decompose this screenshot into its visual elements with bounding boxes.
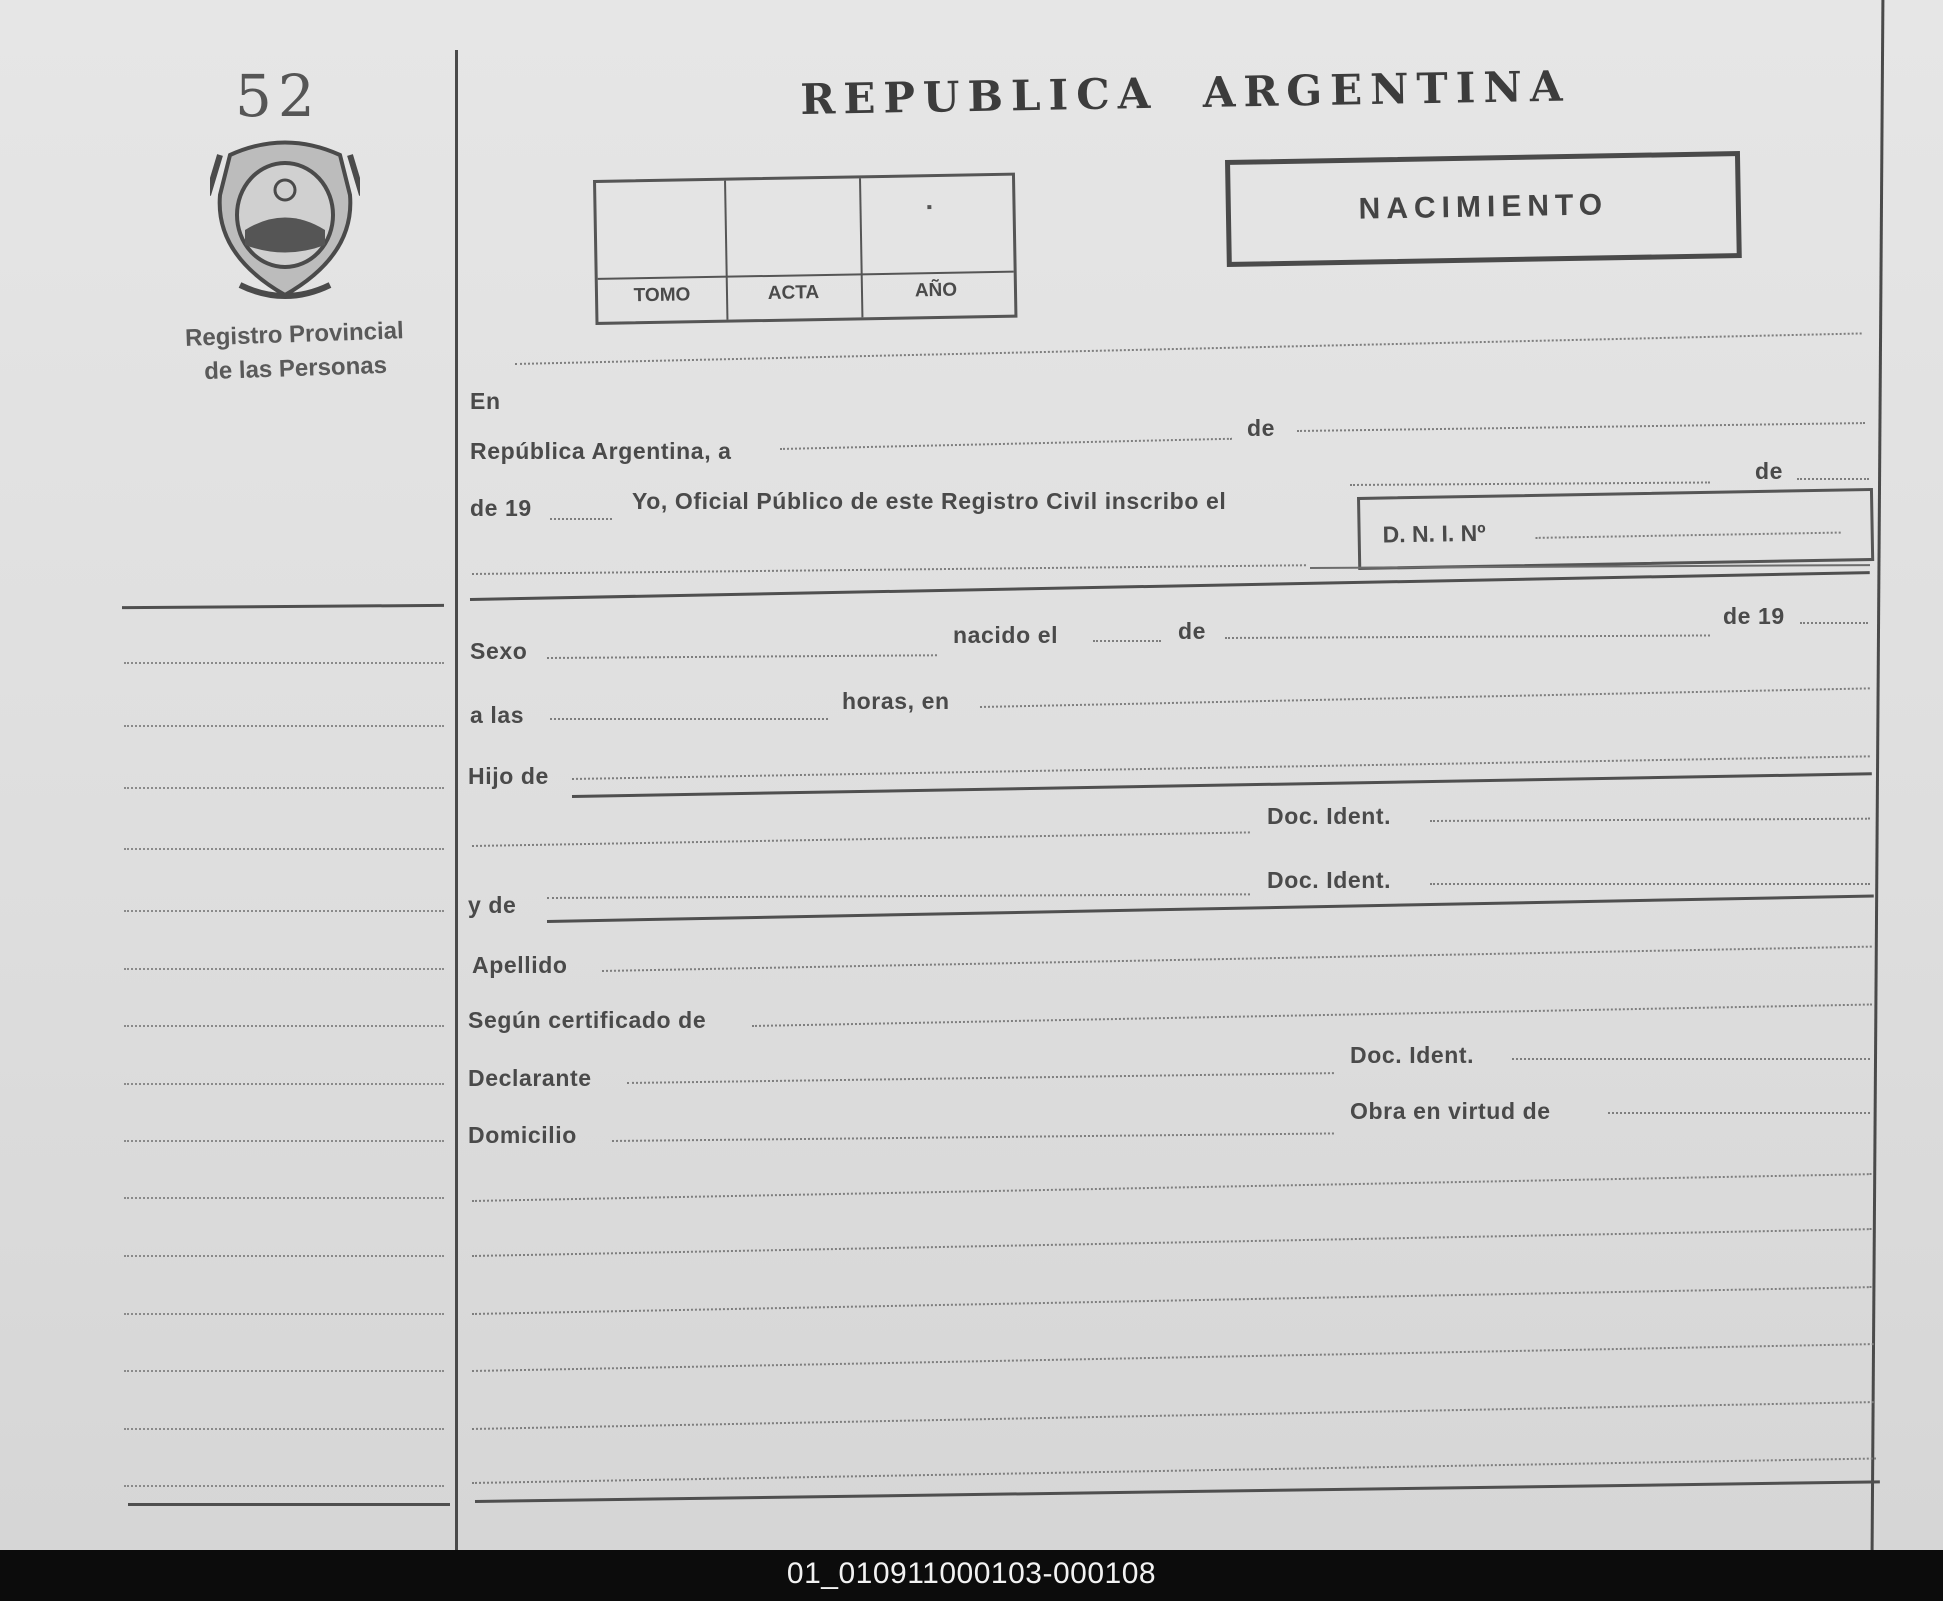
label-nacido-el: nacido el xyxy=(953,622,1059,648)
field-rule xyxy=(547,895,1874,923)
section-rule xyxy=(475,1480,1880,1503)
field-line xyxy=(602,946,1872,972)
margin-line xyxy=(124,968,444,970)
field-line xyxy=(472,1401,1874,1430)
margin-line xyxy=(124,1255,444,1257)
registry-name-line1: Registro Provincial xyxy=(184,317,405,352)
field-line xyxy=(780,438,1232,450)
margin-line xyxy=(124,1428,444,1430)
field-line xyxy=(1430,883,1870,885)
margin-rule xyxy=(122,604,444,609)
field-line xyxy=(550,518,612,520)
act-type-box xyxy=(1225,151,1742,267)
field-line xyxy=(627,1072,1334,1084)
field-line xyxy=(472,564,1306,575)
label-y-de: y de xyxy=(468,892,517,918)
act-type-label: NACIMIENTO xyxy=(1358,188,1609,226)
field-line xyxy=(980,687,1870,708)
page-number: 52 xyxy=(235,62,321,130)
label-apellido: Apellido xyxy=(472,952,568,978)
margin-line xyxy=(124,1025,444,1027)
label-a-las: a las xyxy=(470,702,525,728)
label-republica-a: República Argentina, a xyxy=(470,438,732,464)
label-obra-virtud: Obra en virtud de xyxy=(1350,1098,1551,1124)
field-line xyxy=(547,893,1250,899)
margin-rule xyxy=(128,1503,450,1506)
margin-line xyxy=(124,1140,444,1142)
field-line xyxy=(472,1343,1874,1372)
field-line xyxy=(550,718,828,720)
field-line xyxy=(752,1003,1872,1027)
field-line xyxy=(1297,422,1865,432)
column-divider xyxy=(455,50,458,1550)
provincial-seal-icon xyxy=(210,135,360,305)
label-de-19: de 19 xyxy=(1723,603,1785,629)
field-line xyxy=(612,1132,1334,1142)
label-yo-oficial: Yo, Oficial Público de este Registro Civil inscribo el xyxy=(632,488,1227,514)
anio-label: AÑO xyxy=(914,279,958,302)
margin-line xyxy=(124,1370,444,1372)
label-en: En xyxy=(470,388,501,414)
margin-line xyxy=(124,725,444,727)
margin-line xyxy=(124,1485,444,1487)
box-divider xyxy=(598,271,1014,280)
label-sexo: Sexo xyxy=(470,638,528,664)
field-line xyxy=(1430,818,1870,822)
label-de: de xyxy=(1755,458,1784,484)
label-de: de xyxy=(1178,618,1207,644)
label-declarante: Declarante xyxy=(468,1065,592,1091)
field-line xyxy=(1797,478,1869,480)
field-line xyxy=(1225,634,1710,639)
label-domicilio: Domicilio xyxy=(468,1122,577,1148)
margin-line xyxy=(124,787,444,789)
country-title: REPUBLICA ARGENTINA xyxy=(800,61,1571,124)
dni-field-line xyxy=(1536,532,1841,539)
label-de: de xyxy=(1247,415,1276,441)
field-line xyxy=(472,1173,1872,1202)
field-line xyxy=(472,1228,1872,1257)
acta-label: ACTA xyxy=(767,282,820,304)
label-segun-certificado: Según certificado de xyxy=(468,1007,707,1033)
field-line xyxy=(1608,1112,1870,1114)
section-rule xyxy=(470,571,1870,601)
field-line xyxy=(547,654,937,659)
margin-line xyxy=(124,1313,444,1315)
field-line xyxy=(1350,481,1710,486)
field-line xyxy=(1093,640,1161,642)
field-line xyxy=(472,831,1250,847)
image-id-footer: 01_010911000103-000108 xyxy=(0,1550,1943,1601)
registry-name-line2: de las Personas xyxy=(203,351,388,386)
dni-label: D. N. I. Nº xyxy=(1382,519,1486,548)
margin-line xyxy=(124,662,444,664)
margin-line xyxy=(124,1083,444,1085)
margin-line xyxy=(124,910,444,912)
registry-name xyxy=(149,313,441,391)
label-hijo-de: Hijo de xyxy=(468,763,549,789)
field-line xyxy=(472,1457,1876,1484)
dni-box xyxy=(1357,488,1874,570)
field-line xyxy=(515,332,1862,365)
tomo-label: TOMO xyxy=(633,284,691,307)
label-de-19: de 19 xyxy=(470,495,532,521)
field-line xyxy=(1512,1058,1870,1060)
label-doc-ident: Doc. Ident. xyxy=(1267,803,1392,829)
right-edge-line xyxy=(1871,0,1885,1550)
label-doc-ident: Doc. Ident. xyxy=(1350,1042,1475,1068)
label-doc-ident: Doc. Ident. xyxy=(1267,867,1392,893)
anio-mark: ▪ xyxy=(926,199,933,217)
margin-line xyxy=(124,848,444,850)
tomo-acta-anio-box xyxy=(593,173,1017,325)
label-horas-en: horas, en xyxy=(842,688,950,714)
field-line xyxy=(1800,622,1868,624)
margin-line xyxy=(124,1197,444,1199)
field-line xyxy=(472,1286,1872,1315)
